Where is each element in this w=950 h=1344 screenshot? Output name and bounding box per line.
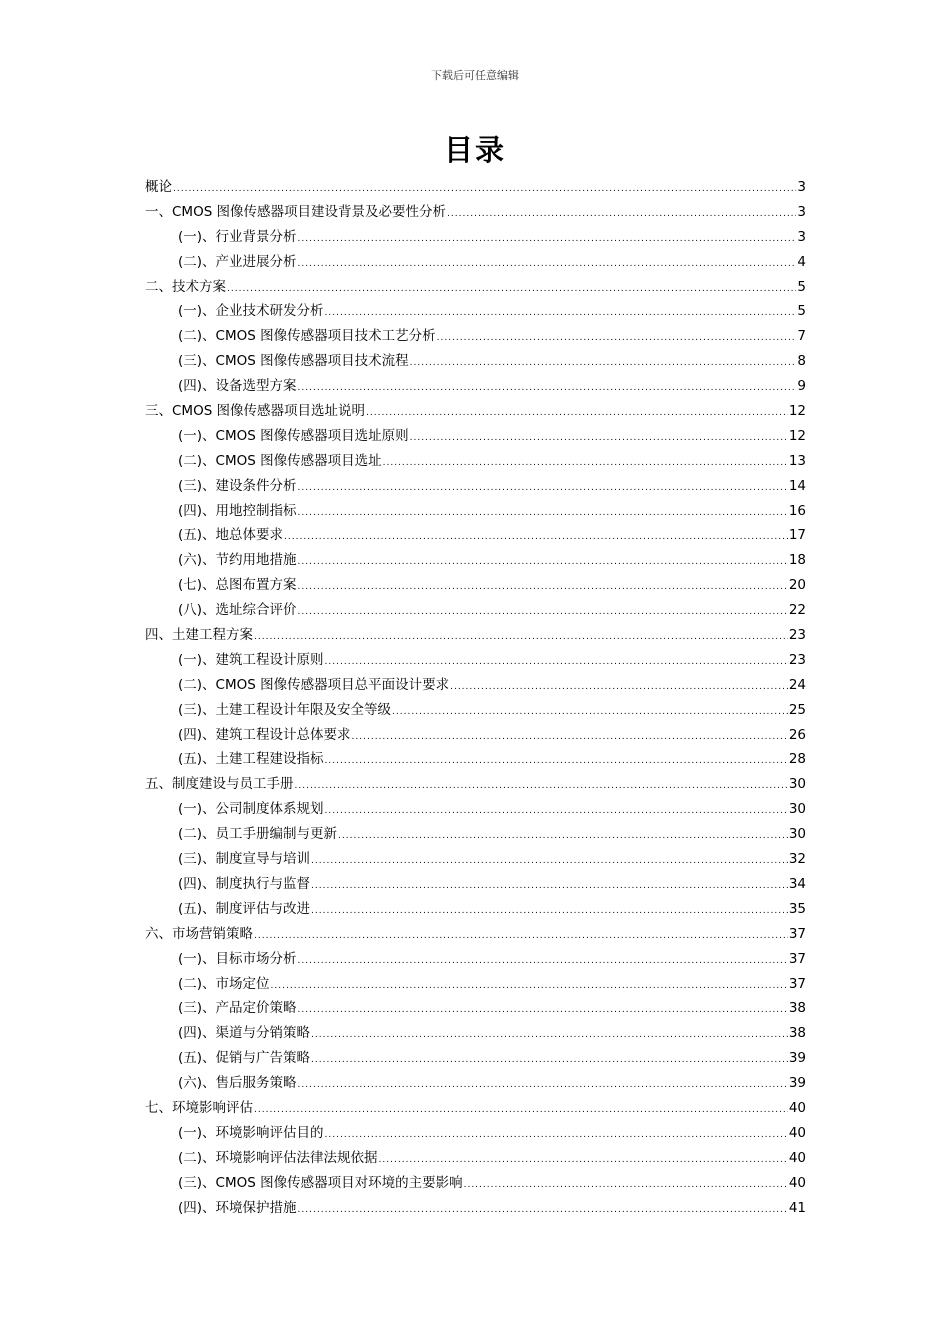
- toc-entry-text: (三)、CMOS 图像传感器项目对环境的主要影响: [178, 1174, 463, 1191]
- toc-entry[interactable]: [145, 673, 806, 698]
- toc-entry[interactable]: [145, 1171, 806, 1196]
- toc-leader-dots: [383, 451, 788, 476]
- toc-entry-text: (二)、环境影响评估法律法规依据: [178, 1149, 378, 1166]
- toc-leader-dots: [311, 899, 788, 924]
- toc-entry[interactable]: [145, 947, 806, 972]
- toc-leader-dots: [352, 725, 788, 750]
- toc-entry-text: (三)、制度宣导与培训: [178, 851, 311, 868]
- toc-title: 目录: [443, 133, 506, 167]
- toc-leader-dots: [298, 227, 797, 252]
- toc-entry[interactable]: [145, 250, 806, 275]
- toc-page-number: 3: [797, 228, 806, 245]
- toc-page-number: 5: [797, 278, 806, 295]
- toc-entry[interactable]: [145, 1071, 806, 1096]
- toc-leader-dots: [325, 799, 788, 824]
- toc-entry[interactable]: [145, 299, 806, 324]
- toc-entry-text: (五)、地总体要求: [178, 527, 284, 544]
- toc-entry-text: (一)、建筑工程设计原则: [178, 651, 324, 668]
- toc-entry[interactable]: [145, 1046, 806, 1071]
- toc-leader-dots: [298, 252, 797, 277]
- toc-entry[interactable]: [145, 797, 806, 822]
- toc-entry[interactable]: [145, 872, 806, 897]
- toc-page-number: 20: [788, 577, 806, 594]
- toc-leader-dots: [295, 774, 788, 799]
- toc-entry[interactable]: [145, 772, 806, 797]
- toc-page-number: 40: [788, 1149, 806, 1166]
- toc-leader-dots: [379, 1148, 788, 1173]
- toc-leader-dots: [298, 1198, 788, 1223]
- toc-leader-dots: [311, 849, 788, 874]
- toc-leader-dots: [298, 600, 788, 625]
- toc-entry[interactable]: [145, 747, 806, 772]
- toc-leader-dots: [298, 998, 788, 1023]
- toc-leader-dots: [298, 501, 788, 526]
- toc-entry[interactable]: [145, 200, 806, 225]
- toc-entry-text: (四)、制度执行与监督: [178, 875, 311, 892]
- toc-entry-text: (五)、促销与广告策略: [178, 1050, 311, 1067]
- toc-leader-dots: [227, 277, 796, 302]
- toc-entry[interactable]: [145, 1196, 806, 1221]
- toc-page-number: 38: [788, 1025, 806, 1042]
- toc-page-number: 13: [788, 452, 806, 469]
- toc-page-number: 17: [788, 527, 806, 544]
- toc-entry[interactable]: [145, 623, 806, 648]
- toc-entry-text: (一)、CMOS 图像传感器项目选址原则: [178, 427, 409, 444]
- toc-entry-text: 一、CMOS 图像传感器项目建设背景及必要性分析: [145, 203, 447, 220]
- toc-leader-dots: [464, 1173, 788, 1198]
- toc-page-number: 41: [788, 1199, 806, 1216]
- toc-entry-text: (一)、公司制度体系规划: [178, 801, 324, 818]
- toc-page-number: 40: [788, 1124, 806, 1141]
- toc-page-number: 30: [788, 826, 806, 843]
- toc-entry-text: (五)、制度评估与改进: [178, 900, 311, 917]
- toc-entry-text: (二)、市场定位: [178, 975, 270, 992]
- toc-entry-text: 七、环境影响评估: [145, 1099, 253, 1116]
- toc-leader-dots: [298, 1073, 788, 1098]
- toc-leader-dots: [338, 824, 788, 849]
- toc-entry[interactable]: [145, 324, 806, 349]
- toc-entry[interactable]: [145, 474, 806, 499]
- toc-leader-dots: [254, 1098, 788, 1123]
- toc-page-number: 18: [788, 552, 806, 569]
- toc-leader-dots: [311, 1023, 788, 1048]
- toc-page-number: 12: [788, 427, 806, 444]
- toc-leader-dots: [311, 874, 788, 899]
- toc-page-number: 7: [797, 328, 806, 345]
- toc-entry-text: (一)、企业技术研发分析: [178, 303, 324, 320]
- toc-entry-text: (四)、设备选型方案: [178, 378, 297, 395]
- toc-page-number: 39: [788, 1075, 806, 1092]
- toc-leader-dots: [325, 1123, 788, 1148]
- toc-entry[interactable]: [145, 499, 806, 524]
- toc-entry-text: (二)、CMOS 图像传感器项目技术工艺分析: [178, 328, 436, 345]
- toc-page-number: 34: [788, 875, 806, 892]
- toc-leader-dots: [392, 700, 788, 725]
- toc-entry[interactable]: [145, 573, 806, 598]
- toc-entry[interactable]: [145, 897, 806, 922]
- toc-leader-dots: [254, 924, 788, 949]
- toc-page-number: 14: [788, 477, 806, 494]
- toc-page-number: 38: [788, 1000, 806, 1017]
- toc-page-number: 9: [797, 378, 806, 395]
- toc-entry[interactable]: [145, 723, 806, 748]
- toc-leader-dots: [284, 525, 788, 550]
- toc-page-number: 26: [788, 726, 806, 743]
- toc-leader-dots: [298, 949, 788, 974]
- toc-entry-text: (四)、渠道与分销策略: [178, 1025, 311, 1042]
- toc-entry-text: (一)、环境影响评估目的: [178, 1124, 324, 1141]
- toc-page-number: 4: [797, 253, 806, 270]
- toc-page-number: 32: [788, 851, 806, 868]
- toc-entry[interactable]: [145, 996, 806, 1021]
- toc-page-number: 12: [788, 403, 806, 420]
- toc-page-number: 39: [788, 1050, 806, 1067]
- toc-page-number: 40: [788, 1099, 806, 1116]
- toc-entry-text: 四、土建工程方案: [145, 627, 253, 644]
- toc-entry[interactable]: [145, 1096, 806, 1121]
- toc-entry-text: (二)、CMOS 图像传感器项目总平面设计要求: [178, 676, 450, 693]
- toc-entry-text: (七)、总图布置方案: [178, 577, 297, 594]
- toc-entry-text: 五、制度建设与员工手册: [145, 776, 294, 793]
- toc-entry[interactable]: [145, 275, 806, 300]
- toc-entry[interactable]: [145, 847, 806, 872]
- toc-page-number: 16: [788, 502, 806, 519]
- toc-leader-dots: [325, 650, 788, 675]
- toc-leader-dots: [271, 974, 788, 999]
- toc-entry[interactable]: [145, 1146, 806, 1171]
- toc-entry-text: (四)、环境保护措施: [178, 1199, 297, 1216]
- toc-entry-text: (三)、CMOS 图像传感器项目技术流程: [178, 353, 409, 370]
- toc-page-number: 35: [788, 900, 806, 917]
- toc-entry[interactable]: [145, 399, 806, 424]
- toc-entry-text: (二)、产业进展分析: [178, 253, 297, 270]
- toc-entry[interactable]: [145, 822, 806, 847]
- toc-entry-text: (二)、CMOS 图像传感器项目选址: [178, 452, 382, 469]
- toc-page-number: 8: [797, 353, 806, 370]
- toc-leader-dots: [437, 326, 797, 351]
- toc-entry-text: (二)、员工手册编制与更新: [178, 826, 338, 843]
- toc-leader-dots: [410, 351, 797, 376]
- toc-entry[interactable]: [145, 449, 806, 474]
- toc-leader-dots: [298, 575, 788, 600]
- toc-entry[interactable]: [145, 1021, 806, 1046]
- toc-entry[interactable]: [145, 698, 806, 723]
- toc-page-number: 23: [788, 651, 806, 668]
- toc-entry-text: (一)、行业背景分析: [178, 228, 297, 245]
- toc-page-number: 22: [788, 602, 806, 619]
- toc-entry-text: (三)、土建工程设计年限及安全等级: [178, 701, 392, 718]
- toc-page-number: 23: [788, 627, 806, 644]
- toc-entry[interactable]: [145, 349, 806, 374]
- toc-leader-dots: [173, 177, 796, 202]
- toc-entry[interactable]: [145, 175, 806, 200]
- toc-entry[interactable]: [145, 648, 806, 673]
- toc-page-number: 5: [797, 303, 806, 320]
- toc-entry[interactable]: [145, 523, 806, 548]
- toc-leader-dots: [325, 749, 788, 774]
- toc-entry[interactable]: [145, 598, 806, 623]
- toc-leader-dots: [311, 1048, 788, 1073]
- toc-entry[interactable]: [145, 972, 806, 997]
- toc-leader-dots: [450, 675, 788, 700]
- toc-page-number: 28: [788, 751, 806, 768]
- toc-page-number: 3: [797, 179, 806, 195]
- toc-entry[interactable]: [145, 548, 806, 573]
- toc-entry-text: 三、CMOS 图像传感器项目选址说明: [145, 403, 366, 420]
- toc-page-number: 3: [797, 203, 806, 220]
- toc-entry-text: 概论: [145, 179, 172, 195]
- toc-leader-dots: [298, 376, 797, 401]
- toc-page-number: 24: [788, 676, 806, 693]
- toc-entry-text: 二、技术方案: [145, 278, 226, 295]
- toc-entry[interactable]: [145, 922, 806, 947]
- toc-page-number: 37: [788, 925, 806, 942]
- toc-leader-dots: [254, 625, 788, 650]
- toc-entry-text: 六、市场营销策略: [145, 925, 253, 942]
- toc-page-number: 40: [788, 1174, 806, 1191]
- toc-entry-text: (六)、节约用地措施: [178, 552, 297, 569]
- toc-entry-text: (四)、用地控制指标: [178, 502, 297, 519]
- toc-page-number: 30: [788, 801, 806, 818]
- toc-leader-dots: [325, 301, 797, 326]
- toc-entry[interactable]: [145, 225, 806, 250]
- toc-page-number: 37: [788, 950, 806, 967]
- toc-page-number: 30: [788, 776, 806, 793]
- toc-entry[interactable]: [145, 374, 806, 399]
- table-of-contents: [145, 175, 806, 1220]
- toc-entry-text: (一)、目标市场分析: [178, 950, 297, 967]
- toc-entry-text: (六)、售后服务策略: [178, 1075, 297, 1092]
- toc-leader-dots: [298, 476, 788, 501]
- toc-entry-text: (四)、建筑工程设计总体要求: [178, 726, 351, 743]
- toc-leader-dots: [447, 202, 796, 227]
- toc-entry-text: (三)、建设条件分析: [178, 477, 297, 494]
- toc-entry[interactable]: [145, 1121, 806, 1146]
- toc-page-number: 25: [788, 701, 806, 718]
- toc-entry[interactable]: [145, 424, 806, 449]
- toc-leader-dots: [298, 550, 788, 575]
- toc-entry-text: (八)、选址综合评价: [178, 602, 297, 619]
- header-note: 下载后可任意编辑: [431, 69, 519, 82]
- toc-leader-dots: [366, 401, 788, 426]
- toc-leader-dots: [410, 426, 788, 451]
- toc-page-number: 37: [788, 975, 806, 992]
- toc-entry-text: (三)、产品定价策略: [178, 1000, 297, 1017]
- toc-entry-text: (五)、土建工程建设指标: [178, 751, 324, 768]
